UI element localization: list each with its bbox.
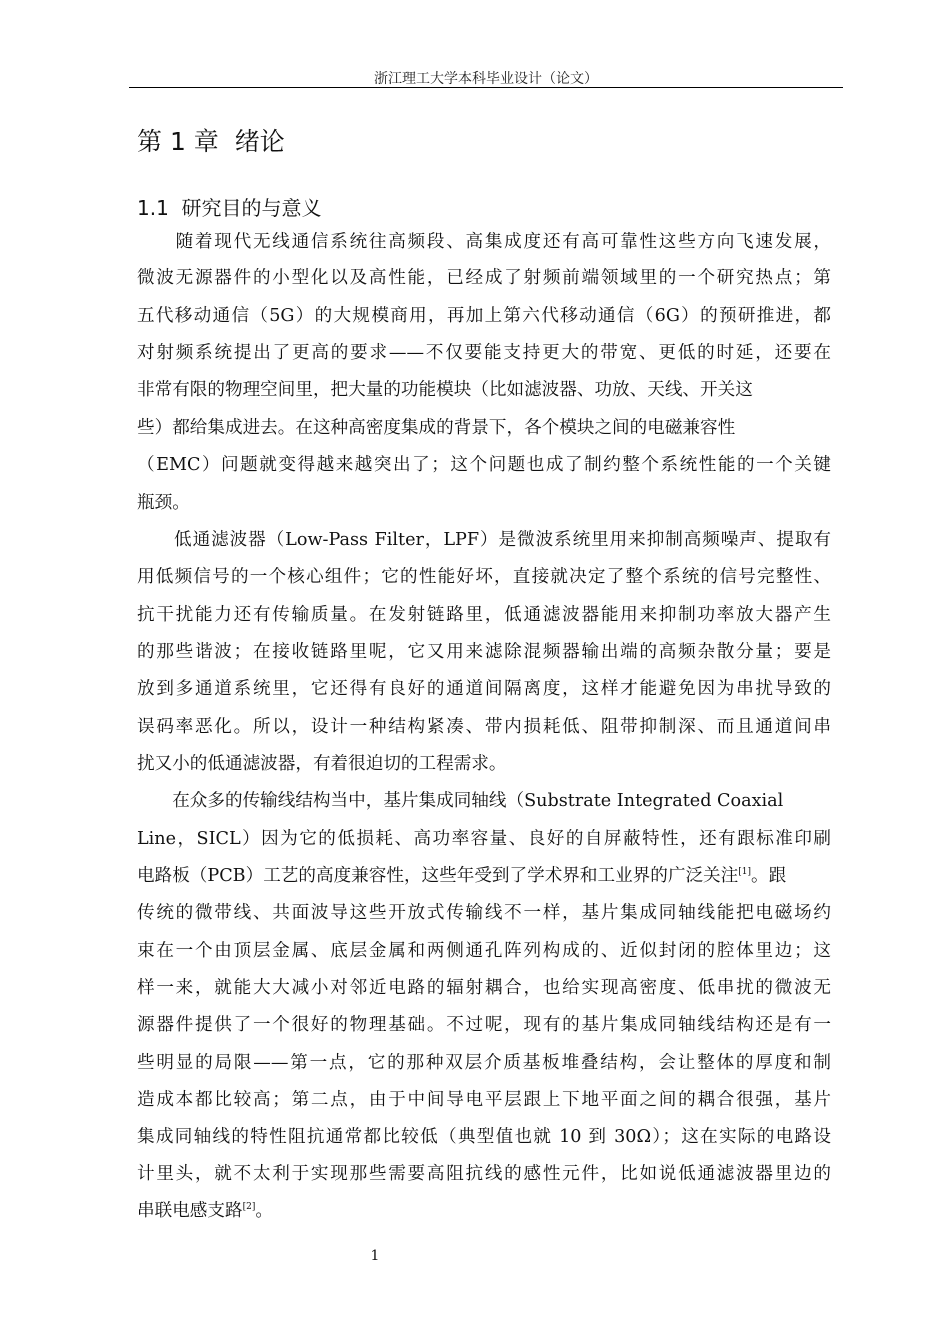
chapter-title: 第 1 章 绪论 <box>137 127 285 156</box>
paragraph-line: 放到多通道系统里，它还得有良好的通道间隔离度，这样才能避免因为串扰导致的 <box>137 679 831 699</box>
page-header: 浙江理工大学本科毕业设计（论文） <box>374 71 598 87</box>
page-number: 1 <box>370 1248 380 1264</box>
paragraph-line: 造成本都比较高；第二点，由于中间导电平层跟上下地平面之间的耦合很强，基片 <box>137 1090 831 1110</box>
paragraph-line: 抗干扰能力还有传输质量。在发射链路里，低通滤波器能用来抑制功率放大器产生 <box>137 605 831 625</box>
line-text: 。跟 <box>750 866 787 886</box>
paragraph-line: 在众多的传输线结构当中，基片集成同轴线（Substrate Integrated Coaxial <box>137 791 784 811</box>
paragraph-line: 五代移动通信（5G）的大规模商用，再加上第六代移动通信（6G）的预研推进，都 <box>137 306 831 326</box>
paragraph-line: 传统的微带线、共面波导这些开放式传输线不一样，基片集成同轴线能把电磁场约 <box>137 903 831 923</box>
citation-ref: [2] <box>242 1202 256 1212</box>
paragraph-line: 对射频系统提出了更高的要求——不仅要能支持更大的带宽、更低的时延，还要在 <box>137 343 831 363</box>
paragraph-line: 的那些谐波；在接收链路里呢，它又用来滤除混频器输出端的高频杂散分量；要是 <box>137 642 831 662</box>
line-text: 串联电感支路 <box>137 1201 243 1221</box>
section-title: 1.1 研究目的与意义 <box>137 196 322 220</box>
paragraph-line: Line，SICL）因为它的低损耗、高功率容量、良好的自屏蔽特性，还有跟标准印刷 <box>137 829 831 849</box>
paragraph-line: （EMC）问题就变得越来越突出了；这个问题也成了制约整个系统性能的一个关键 <box>137 455 831 475</box>
paragraph-line: 源器件提供了一个很好的物理基础。不过呢，现有的基片集成同轴线结构还是有一 <box>137 1015 831 1035</box>
line-text: 。 <box>255 1201 273 1221</box>
line-text: 电路板（PCB）工艺的高度兼容性，这些年受到了学术界和工业界的广泛关注 <box>137 866 739 886</box>
paragraph-line: 用低频信号的一个核心组件；它的性能好坏，直接就决定了整个系统的信号完整性、 <box>137 567 831 587</box>
header-divider <box>129 87 843 88</box>
paragraph-line: 些明显的局限——第一点，它的那种双层介质基板堆叠结构，会让整体的厚度和制 <box>137 1053 831 1073</box>
paragraph-line: 些）都给集成进去。在这种高密度集成的背景下，各个模块之间的电磁兼容性 <box>137 418 736 438</box>
paragraph-line: 瓶颈。 <box>137 493 190 513</box>
paragraph-line: 样一来，就能大大减小对邻近电路的辐射耦合，也给实现高密度、低串扰的微波无 <box>137 978 831 998</box>
paragraph-line: 扰又小的低通滤波器，有着很迫切的工程需求。 <box>137 754 507 774</box>
paragraph-line: 计里头，就不太利于实现那些需要高阻抗线的感性元件，比如说低通滤波器里边的 <box>137 1164 831 1184</box>
paragraph-line: 微波无源器件的小型化以及高性能，已经成了射频前端领域里的一个研究热点；第 <box>137 268 831 288</box>
paragraph-line <box>137 1199 831 1223</box>
paragraph-line: 非常有限的物理空间里，把大量的功能模块（比如滤波器、功放、天线、开关这 <box>137 380 753 400</box>
paragraph-line: 束在一个由顶层金属、底层金属和两侧通孔阵列构成的、近似封闭的腔体里边；这 <box>137 941 831 961</box>
paragraph-line: 随着现代无线通信系统往高频段、高集成度还有高可靠性这些方向飞速发展， <box>137 232 831 252</box>
paragraph-line: 集成同轴线的特性阻抗通常都比较低（典型值也就 10 到 30Ω）；这在实际的电路设 <box>137 1127 831 1147</box>
paragraph-line: 低通滤波器（Low-Pass Filter，LPF）是微波系统里用来抑制高频噪声、提取有 <box>137 530 831 550</box>
citation-ref: [1] <box>738 867 751 877</box>
paragraph-line <box>137 864 831 888</box>
paragraph-line: 误码率恶化。所以，设计一种结构紧凑、带内损耗低、阻带抑制深、而且通道间串 <box>137 717 831 737</box>
